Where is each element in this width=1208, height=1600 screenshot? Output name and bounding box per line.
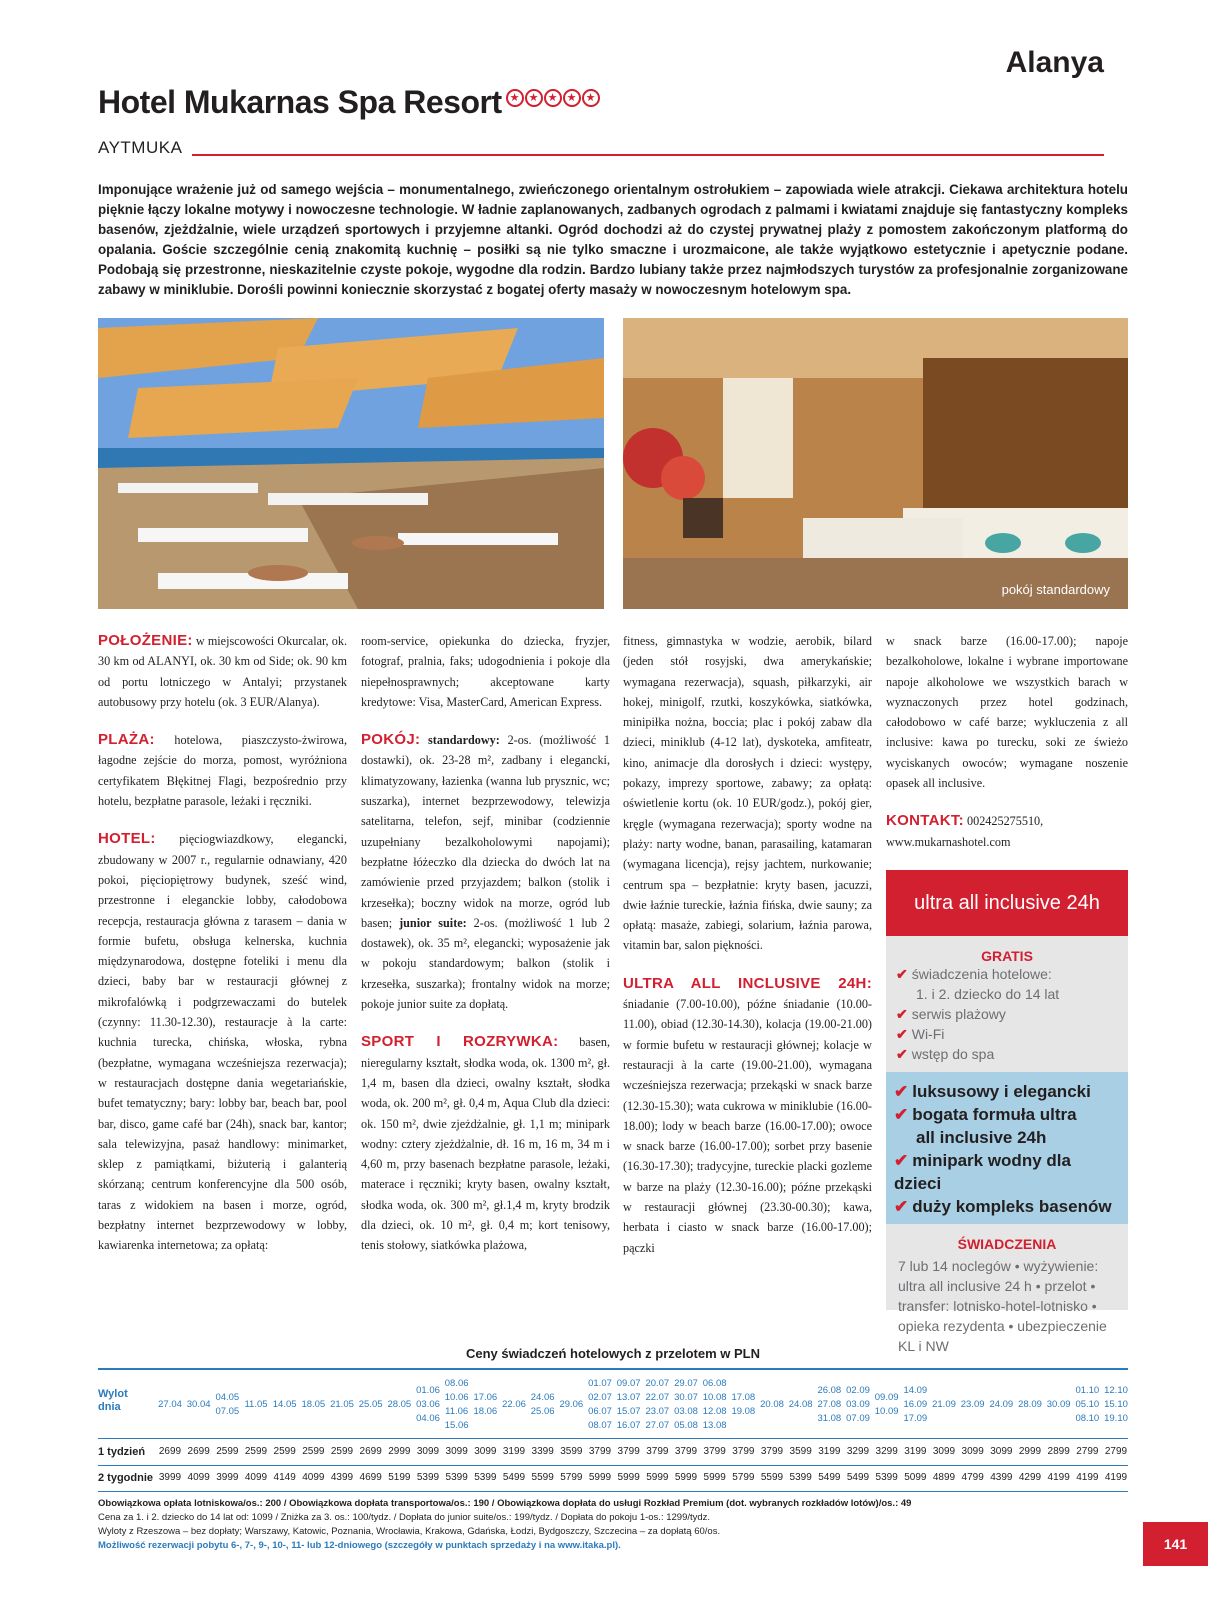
price-cell: 4399	[330, 1472, 354, 1483]
section-text: basen, nieregularny kształt, słodka woda, ok. 1300 m², gł. 1,4 m, basen dla dzieci, owalny kształt, słodka woda, ok. 200 m², gł. 0,4 m, Aqua Club dla dzieci: ok. 150 m², dwie zjeżdżalnie, gł. 1,1 m; minipark wodny: cztery zjeżdżalnie, dł. 16 m, 16 m, 34 m i 4,60 m, przy basenach bezpłatne parasole, leżaki, materace i ręczniki; kryty basen, owalny kształt, słodka woda, ok. 300 m², gł.1,4 m, kryty brodzik dla dzieci, ok. 10 m², gł. 0,4 m; kort tenisowy, tenis stołowy, siatkówka plażowa,	[361, 1035, 610, 1253]
departure-date-cell	[932, 1374, 956, 1436]
gratis-item	[886, 984, 1128, 1004]
departure-date: 05.10	[1075, 1399, 1100, 1410]
text-column-4	[886, 631, 1128, 870]
gratis-item-label: serwis plażowy	[911, 1006, 1006, 1022]
price-cell: 2599	[216, 1446, 239, 1457]
departure-date: 18.06	[473, 1406, 498, 1417]
price-cell: 3099	[416, 1446, 440, 1457]
price-cell: 4099	[187, 1472, 210, 1483]
section-heading: PLAŻA:	[98, 731, 155, 749]
price-cell: 2899	[1047, 1446, 1070, 1457]
price-cell: 5999	[588, 1472, 612, 1483]
departure-date: 23.07	[645, 1406, 670, 1417]
section-heading: SPORT I ROZRYWKA:	[361, 1033, 559, 1051]
departure-date-cell	[846, 1374, 870, 1436]
departure-date: 11.06	[445, 1406, 469, 1417]
section-heading: ULTRA ALL INCLUSIVE 24H:	[623, 974, 872, 992]
section-polozenie	[98, 631, 347, 712]
departure-date: 30.07	[674, 1392, 698, 1403]
divider	[192, 154, 1104, 156]
departure-date: 31.08	[817, 1413, 842, 1424]
hotel-title: Hotel Mukarnas Spa Resort	[98, 84, 502, 120]
note-line: Obowiązkowa opłata lotniskowa/os.: 200 / Obowiązkowa dopłata transportowa/os.: 190 / Obowiązkowa dopłata do usługi Rozkład Premium (dot. wybranych rozkładów lotów)/os.: 49	[98, 1498, 912, 1509]
price-cell: 3099	[445, 1446, 468, 1457]
departure-date: 10.09	[874, 1406, 899, 1417]
beach-illustration	[98, 318, 604, 609]
price-cell: 2799	[1104, 1446, 1128, 1457]
departure-date: 21.05	[330, 1399, 354, 1410]
price-cell: 3799	[760, 1446, 784, 1457]
section-text: room-service, opiekunka do dziecka, fryzjer, fotograf, pralnia, faks; udogodnienia i pokoje dla niepełnosprawnych; akceptowane karty kredytowe: Visa, MasterCard, American Express.	[361, 634, 610, 709]
highlight-label: bogata formuła ultra	[912, 1105, 1077, 1124]
star-icon: ★	[525, 89, 543, 107]
departure-date-cell	[1104, 1374, 1128, 1436]
departure-date: 04.06	[416, 1413, 440, 1424]
price-cell: 3099	[990, 1446, 1013, 1457]
section-sport-continued	[623, 631, 872, 956]
gratis-title: GRATIS	[981, 948, 1033, 964]
text-column-1	[98, 631, 347, 1256]
offer-box-header: ultra all inclusive 24h	[886, 870, 1128, 936]
departure-date: 06.07	[588, 1406, 612, 1417]
departure-date: 16.09	[903, 1399, 928, 1410]
gratis-item	[886, 964, 1128, 984]
price-cell: 3099	[474, 1446, 497, 1457]
section-heading: HOTEL:	[98, 830, 156, 848]
region-title: Alanya	[1005, 46, 1104, 79]
departure-date: 24.06	[530, 1392, 555, 1403]
room-photo-caption: pokój standardowy	[1001, 582, 1110, 597]
price-cell: 5999	[617, 1472, 640, 1483]
highlight-label: luksusowy i elegancki	[912, 1082, 1091, 1101]
price-cell: 3099	[932, 1446, 956, 1457]
gratis-item	[886, 1044, 1128, 1064]
beach-photo	[98, 318, 604, 609]
departure-date-cell	[301, 1374, 325, 1436]
room-photo	[623, 318, 1128, 609]
price-cell: 5599	[531, 1472, 554, 1483]
departure-date: 07.05	[215, 1406, 240, 1417]
section-text: hotelowa, piaszczysto-żwirowa, łagodne zejście do morza, pomost, wyróżniona certyfikatem Błękitnej Flagi, bezpośrednio przy hotelu, bezpłatne parasole, leżaki i ręczniki.	[98, 733, 348, 809]
departure-date: 27.08	[817, 1399, 842, 1410]
departure-date: 08.06	[444, 1378, 469, 1389]
section-ultra-continued	[886, 631, 1128, 793]
table-rule	[98, 1438, 1128, 1439]
departure-date: 30.09	[1046, 1399, 1071, 1410]
departure-date: 09.09	[874, 1392, 899, 1403]
departure-date: 03.08	[674, 1406, 698, 1417]
price-cell: 4199	[1104, 1472, 1128, 1483]
price-cell: 2599	[302, 1446, 325, 1457]
price-cell: 3799	[588, 1446, 612, 1457]
departure-date: 03.09	[846, 1399, 870, 1410]
departure-date: 24.08	[788, 1399, 813, 1410]
departure-date: 16.07	[616, 1420, 641, 1431]
section-pokoj	[361, 730, 610, 1014]
departure-date: 09.07	[616, 1378, 641, 1389]
intro-text: Imponujące wrażenie już od samego wejścia – monumentalnego, zwieńczonego orientalnym ostrołukiem – zapowiada wiele atrakcji. Ciekawa architektura hotelu pięknie łączy lokalne motywy i nowoczesne technologie. W ładnie zaplanowanych, zadbanych ogrodach z palmami i kwiatami znajduje się fantastyczny kompleks basenów, zjeżdżalnie, wiele urządzeń sportowych i przyjemne altanki. Ogród dochodzi aż do czystej prywatnej plaży z pomostem zakończonym platformą do opalania. Goście szczególnie cenią znakomitą kuchnię – posiłki są nie tylko smaczne i urozmaicone, ale także wyjątkowo estetycznie i apetycznie podane. Podobają się przestronne, nieskazitelnie czyste pokoje, wygodne dla rodzin. Bardzo lubiany także przez najmłodszych turystów za profesjonalnie zorganizowane zabawy w miniklubie. Dorośli powinni koniecznie skorzystać z bogatej oferty masaży w nowoczesnym hotelowym spa.	[98, 182, 1128, 297]
departure-date-cell	[1075, 1374, 1099, 1436]
section-heading: POKÓJ:	[361, 731, 421, 749]
departure-date: 29.07	[674, 1378, 698, 1389]
departure-date-cell	[359, 1374, 383, 1436]
section-ultra	[623, 974, 872, 1258]
checkmark-icon: ✔	[894, 1197, 909, 1216]
checkmark-icon: ✔	[896, 1026, 908, 1042]
gratis-item	[886, 1004, 1128, 1024]
star-rating	[506, 89, 600, 107]
section-hotel	[98, 829, 347, 1255]
highlight-item	[894, 1149, 1120, 1195]
price-cell: 4099	[302, 1472, 325, 1483]
departure-date-cell	[215, 1374, 239, 1436]
price-cell: 2699	[158, 1446, 182, 1457]
departure-date-cell	[731, 1374, 755, 1436]
price-table-title: Ceny świadczeń hotelowych z przelotem w PLN	[465, 1346, 760, 1361]
departure-date-cell	[387, 1374, 411, 1436]
price-cell: 5399	[416, 1472, 440, 1483]
price-cell: 3299	[846, 1446, 870, 1457]
section-text: w miejscowości Okurcalar, ok. 30 km od ALANYI, ok. 30 km od Side; ok. 90 km od portu lotniczego w Antalyi; przystanek autobusowy przy hotelu (ok. 3 EUR/Alanya).	[98, 634, 348, 709]
star-icon: ★	[582, 89, 600, 107]
price-cell: 5199	[388, 1472, 411, 1483]
departure-label	[98, 1388, 128, 1414]
departure-date: 02.09	[846, 1385, 870, 1396]
price-cell: 5099	[904, 1472, 927, 1483]
departure-date: 13.07	[616, 1392, 641, 1403]
price-cell: 5399	[789, 1472, 812, 1483]
departure-date: 20.07	[645, 1378, 670, 1389]
highlight-item	[894, 1080, 1120, 1103]
price-row-label: 2 tygodnie	[98, 1472, 154, 1484]
section-sport	[361, 1032, 610, 1255]
checkmark-icon: ✔	[896, 966, 908, 982]
price-cell: 2599	[330, 1446, 354, 1457]
price-cell: 4399	[990, 1472, 1013, 1483]
price-row-1-week	[98, 1442, 1128, 1464]
departure-date-cell	[588, 1374, 612, 1436]
checkmark-icon: ✔	[894, 1082, 909, 1101]
price-cell: 3799	[674, 1446, 698, 1457]
departure-date: 23.09	[960, 1399, 985, 1410]
table-rule	[98, 1368, 1128, 1370]
price-cell: 4199	[1047, 1472, 1070, 1483]
departure-date: 19.08	[731, 1406, 756, 1417]
departure-date-cell	[502, 1374, 526, 1436]
section-text: fitness, gimnastyka w wodzie, aerobik, bilard (jeden stół rosyjski, dwa amerykańskie; wymagana rezerwacja), squash, piłkarzyki, air hokej, minigolf, rzutki, koszykówka, siatkówka, minipiłka nożna, boccia; plac i pokój zabaw dla dzieci, miniklub (4-12 lat), dyskoteka, amfiteatr, kino, animacje dla dorosłych i dzieci: występy, pokazy, imprezy sportowe, zabawy; za opłatą: oświetlenie kortu (ok. 10 EUR/godz.), pokój gier, kręgle (wymagana rezerwacja); sporty wodne na plaży: narty wodne, banan, parasailing, katamaran (wymagana licencja), rejsy jachtem, nurkowanie; centrum spa – bezpłatnie: kryty basen, jacuzzi, dwie łaźnie tureckie, łaźnia fińska, dwie sauny; za opłatą: masaże, zabiegi, solarium, łaźnia parowa, vitamin bar, salon piękności.	[623, 634, 872, 953]
gratis-item-label: 1. i 2. dziecko do 14 lat	[916, 986, 1060, 1002]
departure-date-cell	[645, 1374, 669, 1436]
departure-date: 06.08	[702, 1378, 727, 1389]
departure-date-cell	[760, 1374, 784, 1436]
price-cell: 5499	[846, 1472, 870, 1483]
departure-date: 27.04	[158, 1399, 182, 1410]
table-rule	[98, 1465, 1128, 1466]
price-cell: 2999	[388, 1446, 411, 1457]
departure-date: 28.05	[387, 1399, 412, 1410]
price-cell: 5999	[646, 1472, 669, 1483]
departure-date-cell	[903, 1374, 927, 1436]
price-cell: 5499	[818, 1472, 841, 1483]
highlights-panel	[886, 1072, 1128, 1224]
price-cell: 3099	[961, 1446, 984, 1457]
price-cell: 4199	[1076, 1472, 1099, 1483]
contact-website[interactable]: www.mukarnashotel.com	[886, 834, 1011, 849]
price-cell: 2799	[1076, 1446, 1099, 1457]
departure-date-cell	[989, 1374, 1013, 1436]
text-column-2	[361, 631, 610, 1256]
departure-date: 15.06	[444, 1420, 469, 1431]
departure-date: 11.05	[244, 1399, 268, 1410]
departure-date: 05.08	[674, 1420, 698, 1431]
price-notes	[98, 1497, 998, 1553]
departure-label-line: dnia	[98, 1401, 121, 1413]
departure-date: 14.05	[272, 1399, 297, 1410]
section-text: 2-os. (możliwość 1 dostawki), ok. 23-28 m², zadbany i elegancki, klimatyzowany, łazienka (wanna lub prysznic, wc; suszarka), internet bezprzewodowy, telewizja satelitarna, telefon, sejf, minibar (codziennie uzupełniany bezalkoholowymi napojami); bezpłatne łóżeczko dla dziecka do dwóch lat na zamówienie przed przyjazdem; balkon (stolik i krzesełka); boczny widok na morze, ogród lub basen;	[361, 733, 611, 930]
departure-date: 27.07	[645, 1420, 670, 1431]
departure-date-cell	[187, 1374, 211, 1436]
departure-date: 30.04	[186, 1399, 211, 1410]
departure-date: 18.05	[301, 1399, 326, 1410]
room-type-label: junior suite:	[399, 915, 467, 930]
price-cell: 3799	[646, 1446, 669, 1457]
departure-date-cell	[875, 1374, 899, 1436]
departure-date: 01.07	[588, 1378, 612, 1389]
gratis-item-label: Wi-Fi	[911, 1026, 945, 1042]
price-cell: 4149	[273, 1472, 296, 1483]
departure-label-line: Wylot	[98, 1388, 128, 1400]
departure-date: 25.06	[530, 1406, 555, 1417]
price-cell: 5999	[703, 1472, 726, 1483]
price-cell: 3799	[617, 1446, 640, 1457]
section-text: w snack barze (16.00-17.00); napoje bezalkoholowe, lokalne i wybrane importowane napoje alkoholowe we wszystkich barach w wyznaczonych przez hotel godzinach, całodobowo w café barze; wykluczenia z all inclusive: kawa po turecku, soki ze świeżo wyciskanych owoców; wymagane noszenie opasek all inclusive.	[886, 634, 1128, 791]
departure-date-cell	[330, 1374, 354, 1436]
note-line: Wyloty z Rzeszowa – bez dopłaty; Warszawy, Katowic, Poznania, Wrocławia, Krakowa, Gdańska, Łodzi, Bydgoszczy, Szczecina – za dopłatą 60/os.	[98, 1526, 721, 1537]
price-cell: 3199	[904, 1446, 927, 1457]
departure-date-cell	[961, 1374, 985, 1436]
price-cell: 2699	[359, 1446, 382, 1457]
departure-date-cell	[244, 1374, 267, 1436]
star-icon: ★	[563, 89, 581, 107]
price-cell: 3299	[875, 1446, 898, 1457]
page-number: 141	[1143, 1522, 1208, 1566]
price-cell: 5399	[474, 1472, 497, 1483]
departure-date: 12.08	[702, 1406, 727, 1417]
departure-date: 10.06	[444, 1392, 469, 1403]
section-kontakt	[886, 811, 1128, 852]
departure-date: 25.05	[358, 1399, 383, 1410]
star-icon: ★	[544, 89, 562, 107]
table-rule	[98, 1491, 1128, 1492]
departure-date: 02.07	[588, 1392, 612, 1403]
departure-date: 01.10	[1075, 1385, 1100, 1396]
section-hotel-continued	[361, 631, 610, 712]
departure-date: 01.06	[416, 1385, 440, 1396]
price-cell: 3599	[789, 1446, 812, 1457]
hotel-code: AYTMUKA	[98, 138, 183, 157]
departure-date: 15.07	[616, 1406, 641, 1417]
departure-dates-row	[98, 1374, 1128, 1436]
price-cell: 2599	[273, 1446, 296, 1457]
price-cell: 4099	[244, 1472, 268, 1483]
departure-date: 04.05	[215, 1392, 240, 1403]
price-cell: 3399	[531, 1446, 554, 1457]
note-line: Cena za 1. i 2. dziecko do 14 lat od: 1099 / Zniżka za 3. os.: 100/tydz. / Dopłata do junior suite/os.: 199/tydz. / Dopłata do pokoju 1-os.: 1299/tydz.	[98, 1512, 711, 1523]
price-cell: 3799	[732, 1446, 755, 1457]
highlight-label: duży kompleks basenów	[912, 1197, 1112, 1216]
offer-box	[886, 870, 1128, 1354]
departure-date: 20.08	[760, 1399, 784, 1410]
price-cell: 5799	[732, 1472, 755, 1483]
departure-date: 22.07	[645, 1392, 670, 1403]
departure-date: 17.06	[473, 1392, 498, 1403]
price-cell: 2699	[187, 1446, 210, 1457]
price-cell: 4699	[359, 1472, 382, 1483]
gratis-item-label: świadczenia hotelowe:	[911, 966, 1052, 982]
price-cell: 3799	[703, 1446, 726, 1457]
star-icon: ★	[506, 89, 524, 107]
section-text: śniadanie (7.00-10.00), późne śniadanie (10.00-11.00), obiad (12.30-14.30), kolacja (19.00-21.00) w formie bufetu w restauracji głównej; kolacje w restauracji à la carte (19.00-21.00), wymagana wcześniejsza rezerwacja; przekąski w snack barze (12.30-15.30); wata cukrowa w miniklubie (16.00-18.00); lody w beach barze (16.00-17.00); owoce w snack barze (16.00-17.00); sorbet przy basenie (16.30-17.30); tradycyjne, tureckie placki gozleme w barze na plaży (12.30-16.00); późne przekąski w restauracji głównej (23.30-00.30); kawa, herbata i ciasto w snack barze (16.00-17.00); pączki	[623, 997, 872, 1255]
departure-date: 08.10	[1075, 1413, 1100, 1424]
price-cell: 3999	[216, 1472, 239, 1483]
section-text: pięciogwiazdkowy, elegancki, zbudowany w 2007 r., regularnie odnawiany, 420 pokoi, pięciopiętrowy budynek, sześć wind, przestronne i eleganckie lobby, całodobowa recepcja, restauracja główna z tarasem – dania w formie bufetu, obsługa kelnerska, kuchnia międzynarodowa, dostępne foteliki i menu dla dzieci, baby bar w restauracji głównej z mikrofalówką i podgrzewaczami do butelek (czynny: 11.30-12.30), restauracje à la carte: kuchnia turecka, chińska, włoska, rybna (bezpłatne, wymagana wcześniejsza rezerwacja); w restauracjach dostępne dania wegetariańskie, bufet tematyczny; bary: lobby bar, beach bar, pool bar, disco, game café bar (24h), snack bar, kantor; sala telewizyjna, pasaż handlowy: minimarket, sklep z pamiątkami, biżuterią i galanterią skórzaną; centrum konferencyjne dla 500 osób, taras z widokiem na basen i morze, ogród, bezpłatny internet bezprzewodowy w lobby, kawiarenka internetowa; za opłatą:	[98, 832, 347, 1253]
note-line: Możliwość rezerwacji pobytu 6-, 7-, 9-, 10-, 11- lub 12-dniowego (szczegóły w punktach sprzedaży i na www.itaka.pl).	[98, 1540, 621, 1551]
room-type-label: standardowy:	[428, 733, 500, 748]
departure-date-cell	[445, 1374, 469, 1436]
section-heading: POŁOŻENIE:	[98, 632, 193, 649]
price-cell: 3199	[502, 1446, 526, 1457]
price-cell: 5799	[560, 1472, 583, 1483]
price-cell: 3599	[560, 1446, 583, 1457]
highlight-item	[894, 1126, 1120, 1149]
departure-date-cell	[1018, 1374, 1042, 1436]
checkmark-icon: ✔	[894, 1105, 909, 1124]
departure-date: 26.08	[817, 1385, 842, 1396]
departure-date-cell	[158, 1374, 182, 1436]
departure-date: 21.09	[932, 1399, 956, 1410]
price-cell: 5399	[875, 1472, 898, 1483]
highlight-item	[894, 1103, 1120, 1126]
price-cell: 5999	[674, 1472, 698, 1483]
price-row-2-weeks	[98, 1468, 1128, 1490]
contact-phone: 002425275510,	[967, 814, 1044, 829]
departure-date-cell	[473, 1374, 497, 1436]
departure-date: 10.08	[702, 1392, 727, 1403]
departure-date-cell	[617, 1374, 641, 1436]
highlight-label: all inclusive 24h	[916, 1128, 1047, 1147]
text-column-3	[623, 631, 872, 1258]
departure-date-cell	[817, 1374, 841, 1436]
price-cell: 4799	[961, 1472, 984, 1483]
departure-date-cell	[273, 1374, 297, 1436]
departure-date-cell	[416, 1374, 440, 1436]
gratis-item	[886, 1024, 1128, 1044]
departure-date: 08.07	[588, 1420, 612, 1431]
price-cell: 2999	[1018, 1446, 1042, 1457]
departure-date-cell	[1047, 1374, 1071, 1436]
departure-date-cell	[531, 1374, 555, 1436]
title-block	[98, 84, 600, 121]
departure-date: 07.09	[846, 1413, 870, 1424]
swiadczenia-text: 7 lub 14 noclegów • wyżywienie: ultra all inclusive 24 h • przelot • transfer: lotnisko-hotel-lotnisko • opieka rezydenta • ubezpieczenie KL i NW	[898, 1258, 1107, 1354]
highlight-item	[894, 1195, 1120, 1218]
departure-date: 19.10	[1104, 1413, 1128, 1424]
section-text: 2-os. (możliwość 1 lub 2 dostawek), ok. 35 m², elegancki; wyposażenie jak w pokoju standardowym; balkon (stolik i krzesełka, suszarka); frontalny widok na morze; pokoje junior suite za dopłatą.	[361, 915, 611, 1012]
departure-date: 12.10	[1104, 1385, 1128, 1396]
departure-date: 22.06	[502, 1399, 526, 1410]
section-plaza	[98, 730, 347, 811]
section-heading: KONTAKT:	[886, 812, 964, 830]
departure-date: 24.09	[989, 1399, 1014, 1410]
departure-date-cell	[703, 1374, 727, 1436]
departure-date: 13.08	[702, 1420, 727, 1431]
departure-date: 15.10	[1104, 1399, 1128, 1410]
departure-date: 17.09	[903, 1413, 928, 1424]
departure-date: 14.09	[903, 1385, 928, 1396]
price-cell: 4299	[1018, 1472, 1042, 1483]
price-row-label: 1 tydzień	[98, 1446, 146, 1458]
departure-date: 28.09	[1018, 1399, 1042, 1410]
departure-date: 17.08	[731, 1392, 756, 1403]
departure-date-cell	[789, 1374, 813, 1436]
gratis-item-label: wstęp do spa	[911, 1046, 995, 1062]
price-cell: 4899	[932, 1472, 956, 1483]
swiadczenia-title: ŚWIADCZENIA	[957, 1236, 1057, 1252]
room-illustration	[623, 318, 1128, 609]
departure-date: 03.06	[416, 1399, 440, 1410]
price-cell: 2599	[244, 1446, 268, 1457]
checkmark-icon: ✔	[896, 1006, 908, 1022]
departure-date-cell	[559, 1374, 583, 1436]
checkmark-icon: ✔	[896, 1046, 908, 1062]
departure-date: 29.06	[559, 1399, 584, 1410]
price-cell: 3999	[158, 1472, 182, 1483]
checkmark-icon: ✔	[894, 1151, 909, 1170]
price-cell: 5599	[760, 1472, 784, 1483]
highlight-label: minipark wodny dla dzieci	[894, 1151, 1071, 1193]
price-cell: 5499	[502, 1472, 526, 1483]
price-cell: 3199	[818, 1446, 841, 1457]
price-cell: 5399	[445, 1472, 468, 1483]
departure-date-cell	[674, 1374, 698, 1436]
